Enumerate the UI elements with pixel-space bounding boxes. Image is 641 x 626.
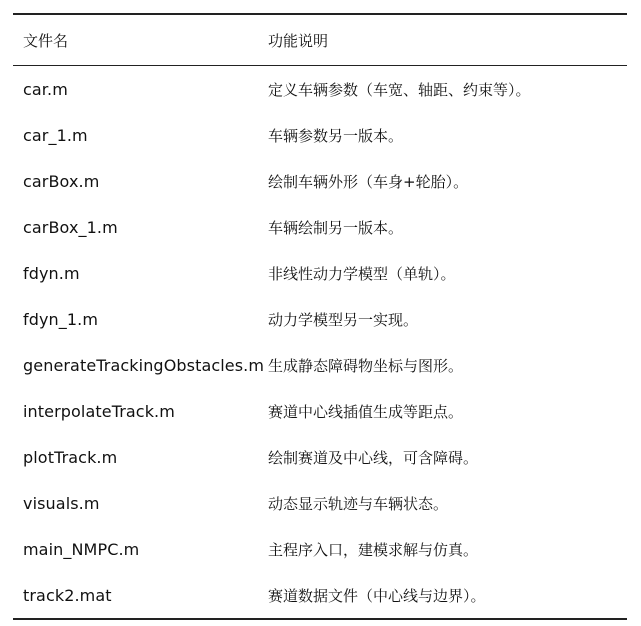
file-name-cell: carBox.m [23,171,100,191]
header-filename: 文件名 [23,31,69,50]
file-name-cell: car_1.m [23,125,88,145]
table-row [13,112,627,158]
table-header-row [13,14,627,66]
description-cell: 绘制赛道及中心线，可含障碍。 [268,448,479,467]
description-cell: 车辆参数另一版本。 [268,126,404,145]
file-name-cell: car.m [23,79,68,99]
description-cell: 赛道中心线插值生成等距点。 [268,402,464,421]
file-name-cell: visuals.m [23,493,100,513]
table-row [13,434,627,480]
file-description-table [13,13,627,620]
table-row [13,66,627,113]
description-cell: 车辆绘制另一版本。 [268,218,404,237]
file-name-cell: main_NMPC.m [23,539,140,559]
table-row [13,480,627,526]
description-cell: 定义车辆参数（车宽、轴距、约束等）。 [268,80,531,99]
description-cell: 赛道数据文件（中心线与边界）。 [268,586,486,605]
table-row [13,526,627,572]
description-cell: 绘制车辆外形（车身+轮胎）。 [268,172,469,191]
description-cell: 动态显示轨迹与车辆状态。 [268,494,449,513]
file-name-cell: fdyn_1.m [23,309,99,329]
file-name-cell: fdyn.m [23,263,80,283]
description-cell: 主程序入口，建模求解与仿真。 [268,540,479,559]
description-cell: 非线性动力学模型（单轨）。 [268,264,456,283]
file-name-cell: carBox_1.m [23,217,118,237]
table-row [13,250,627,296]
table-row [13,204,627,250]
file-name-cell: interpolateTrack.m [23,401,175,421]
description-cell: 生成静态障碍物坐标与图形。 [268,356,464,375]
table-row [13,158,627,204]
file-name-cell: plotTrack.m [23,447,118,467]
table-row [13,388,627,434]
file-name-cell: generateTrackingObstacles.m [23,355,265,375]
description-cell: 动力学模型另一实现。 [268,310,419,329]
table-row [13,296,627,342]
file-name-cell: track2.mat [23,585,112,605]
table-row [13,342,627,388]
header-description: 功能说明 [268,31,329,50]
table-row [13,572,627,619]
